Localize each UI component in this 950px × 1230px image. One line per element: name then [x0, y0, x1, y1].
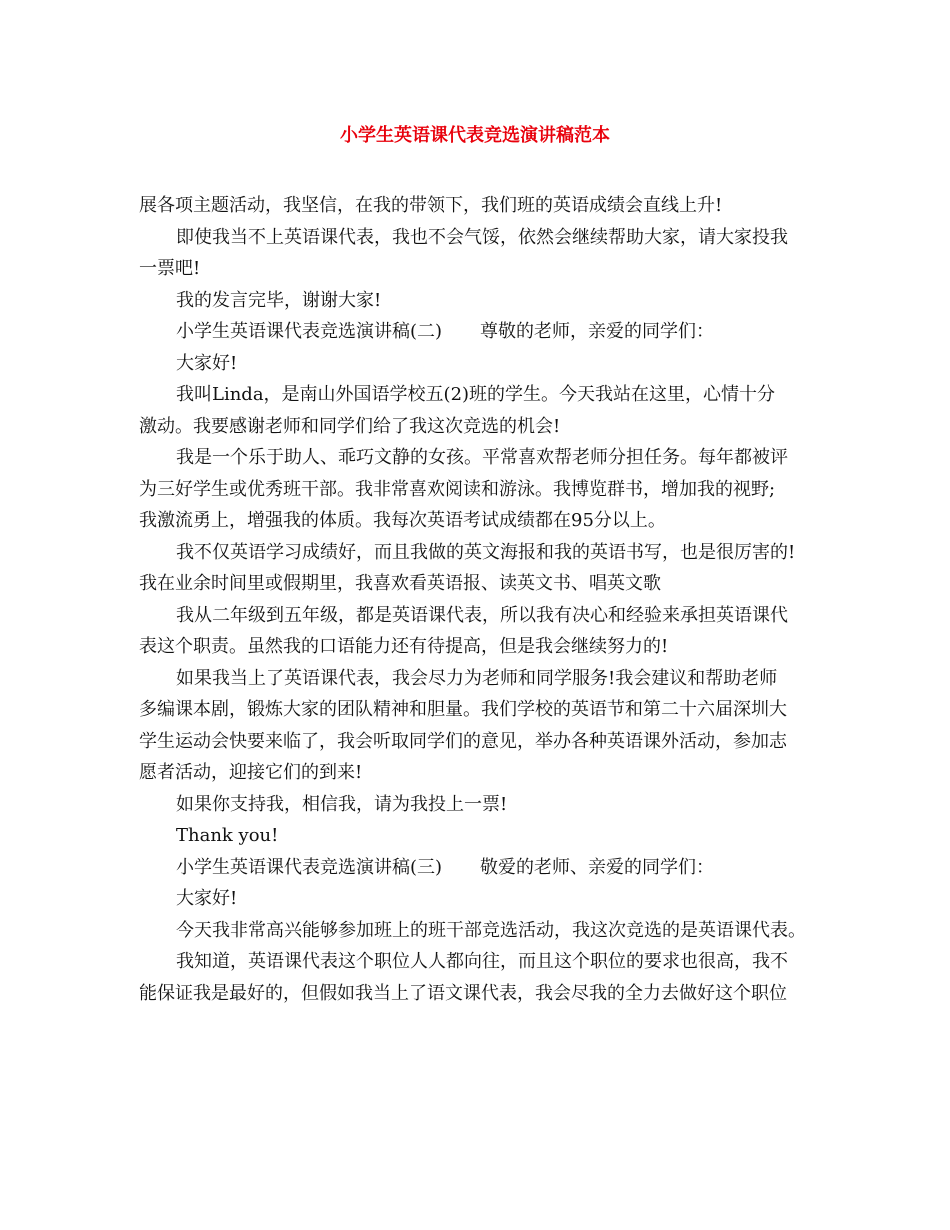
text-line: 大家好! [176, 352, 238, 374]
document-body [139, 190, 819, 1009]
salutation: 敬爱的老师、亲爱的同学们： [480, 856, 715, 878]
text-line: 表这个职责。虽然我的口语能力还有待提高，但是我会继续努力的! [139, 636, 669, 657]
salutation: 尊敬的老师，亲爱的同学们： [480, 321, 715, 342]
text-line: 学生运动会快要来临了，我会听取同学们的意见，举办各种英语课外活动，参加志 [139, 730, 787, 752]
text-line: 如果我当上了英语课代表，我会尽力为老师和同学服务!我会建议和帮助老师 [176, 667, 778, 689]
text-line: 激动。我要感谢老师和同学们给了我这次竞选的机会! [139, 415, 561, 437]
text-line: 如果你支持我，相信我，请为我投上一票! [176, 793, 508, 815]
section-heading-line [139, 852, 819, 884]
text-line: 一票吧! [139, 258, 201, 279]
text-line: 愿者活动，迎接它们的到来! [139, 762, 363, 783]
text-line: 为三好学生或优秀班干部。我非常喜欢阅读和游泳。我博览群书，增加我的视野; [139, 478, 776, 500]
section-heading: 小学生英语课代表竞选演讲稿(二) [176, 321, 443, 342]
text-line: 能保证我是最好的，但假如我当上了语文课代表，我会尽我的全力去做好这个职位 [139, 982, 787, 1004]
document-title: 小学生英语课代表竞选演讲稿范本 [340, 125, 610, 146]
text-line: 我知道，英语课代表这个职位人人都向往，而且这个职位的要求也很高，我不 [176, 951, 788, 972]
text-line: 多编课本剧，锻炼大家的团队精神和胆量。我们学校的英语节和第二十六届深圳大 [139, 699, 787, 720]
text-line: 展各项主题活动，我坚信，在我的带领下，我们班的英语成绩会直线上升! [139, 195, 723, 216]
text-line: Thank you! [176, 825, 279, 846]
text-line: 我从二年级到五年级，都是英语课代表，所以我有决心和经验来承担英语课代 [176, 604, 788, 626]
text-line: 我叫Linda，是南山外国语学校五(2)班的学生。今天我站在这里，心情十分 [176, 384, 776, 405]
text-line: 即使我当不上英语课代表，我也不会气馁，依然会继续帮助大家，请大家投我 [176, 226, 788, 248]
text-line: 今天我非常高兴能够参加班上的班干部竞选活动，我这次竞选的是英语课代表。 [176, 919, 806, 941]
text-line: 我的发言完毕，谢谢大家! [176, 289, 382, 311]
text-line: 我不仅英语学习成绩好，而且我做的英文海报和我的英语书写，也是很厉害的! [176, 541, 796, 563]
text-line: 我激流勇上，增强我的体质。我每次英语考试成绩都在95分以上。 [139, 510, 666, 531]
section-heading-line [139, 316, 819, 348]
section-heading: 小学生英语课代表竞选演讲稿(三) [176, 856, 443, 878]
text-line: 大家好! [176, 888, 238, 909]
text-line: 我是一个乐于助人、乖巧文静的女孩。平常喜欢帮老师分担任务。每年都被评 [176, 447, 788, 468]
text-line: 我在业余时间里或假期里，我喜欢看英语报、读英文书、唱英文歌 [139, 573, 661, 594]
